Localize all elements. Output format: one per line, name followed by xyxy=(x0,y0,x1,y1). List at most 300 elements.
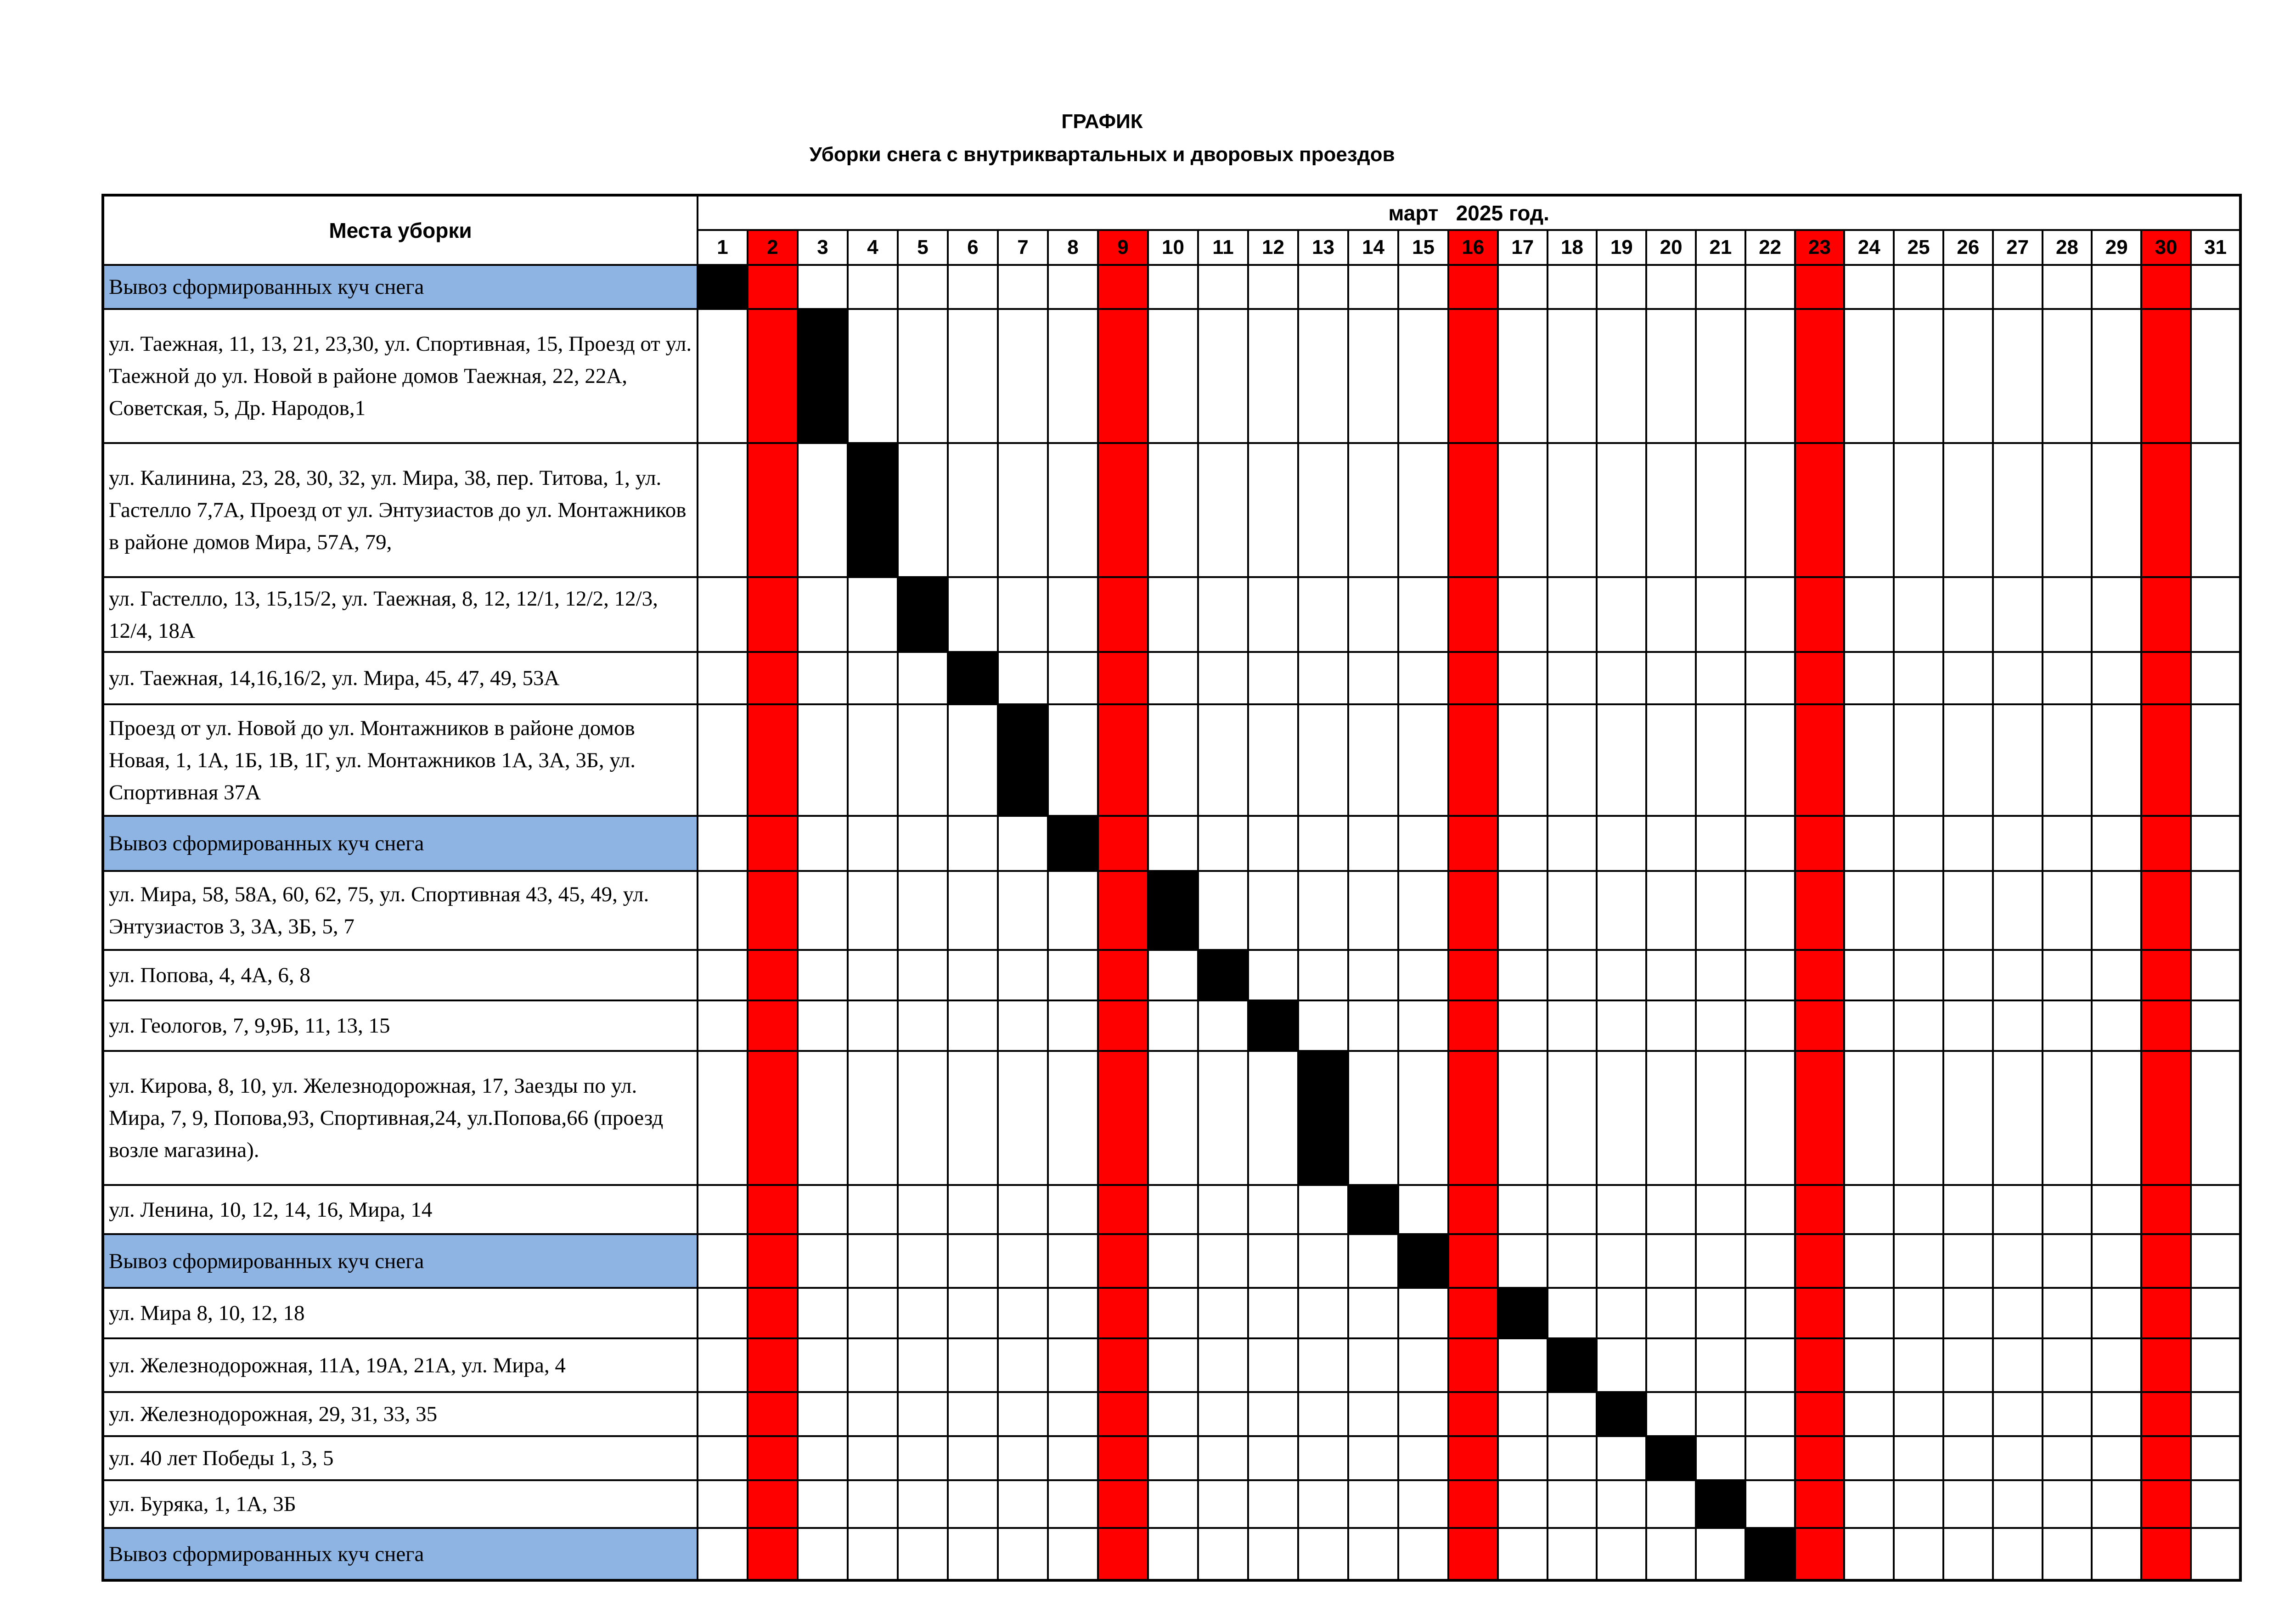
day-cell xyxy=(1198,704,1248,816)
sunday-cell xyxy=(748,1288,798,1338)
day-cell xyxy=(798,652,848,704)
day-cell xyxy=(1993,704,2043,816)
day-cell xyxy=(1348,1000,1398,1051)
day-cell xyxy=(2043,1480,2092,1528)
street-row xyxy=(103,1392,2240,1436)
day-cell xyxy=(1844,443,1894,577)
sunday-cell xyxy=(1795,816,1845,871)
day-cell xyxy=(798,1288,848,1338)
day-cell xyxy=(1348,265,1398,309)
day-cell xyxy=(2043,1000,2092,1051)
day-cell xyxy=(1844,309,1894,443)
removal-row xyxy=(103,816,2240,871)
day-cell xyxy=(1498,1051,1548,1185)
location-cell: Вывоз сформированных куч снега xyxy=(103,1528,698,1580)
street-row xyxy=(103,1185,2240,1234)
day-cell xyxy=(698,443,748,577)
day-cell xyxy=(1398,871,1448,950)
scheduled-day-cell xyxy=(1696,1480,1745,1528)
day-cell xyxy=(1696,652,1745,704)
day-cell xyxy=(1548,1185,1597,1234)
scheduled-day-cell xyxy=(1597,1392,1646,1436)
day-cell xyxy=(1993,1000,2043,1051)
day-cell xyxy=(1894,1528,1943,1580)
day-cell xyxy=(1844,265,1894,309)
day-cell xyxy=(848,1436,898,1480)
day-cell xyxy=(1993,443,2043,577)
day-cell xyxy=(1348,871,1398,950)
day-cell xyxy=(1745,1436,1795,1480)
sunday-cell xyxy=(2141,816,2191,871)
day-cell xyxy=(1398,1392,1448,1436)
day-cell xyxy=(698,1288,748,1338)
day-cell xyxy=(1646,443,1696,577)
scheduled-day-cell xyxy=(1398,1234,1448,1288)
day-header-25: 25 xyxy=(1894,230,1943,265)
day-cell xyxy=(1548,871,1597,950)
day-cell xyxy=(1993,950,2043,1000)
day-cell xyxy=(1498,816,1548,871)
day-cell xyxy=(1298,265,1348,309)
day-cell xyxy=(1696,1528,1745,1580)
day-header-28: 28 xyxy=(2043,230,2092,265)
day-cell xyxy=(1844,1051,1894,1185)
day-cell xyxy=(1398,1338,1448,1392)
day-cell xyxy=(2092,704,2141,816)
day-cell xyxy=(1646,1000,1696,1051)
day-cell xyxy=(1148,577,1198,652)
day-cell xyxy=(1646,1185,1696,1234)
sunday-cell xyxy=(748,1185,798,1234)
sunday-cell xyxy=(1098,577,1148,652)
sunday-cell xyxy=(1795,652,1845,704)
day-cell xyxy=(698,309,748,443)
sunday-cell xyxy=(1448,1288,1498,1338)
day-cell xyxy=(1548,1436,1597,1480)
day-cell xyxy=(1844,1436,1894,1480)
day-cell xyxy=(1198,1288,1248,1338)
day-cell xyxy=(1348,1480,1398,1528)
day-cell xyxy=(1597,1480,1646,1528)
day-cell xyxy=(848,1051,898,1185)
day-cell xyxy=(1745,577,1795,652)
sunday-cell xyxy=(2141,443,2191,577)
sunday-cell xyxy=(748,816,798,871)
day-cell xyxy=(1148,1000,1198,1051)
street-row xyxy=(103,1051,2240,1185)
sunday-cell xyxy=(1448,704,1498,816)
day-cell xyxy=(1646,1338,1696,1392)
day-cell xyxy=(1148,652,1198,704)
day-cell xyxy=(1248,1480,1298,1528)
sunday-cell xyxy=(1795,1234,1845,1288)
day-cell xyxy=(1696,704,1745,816)
day-cell xyxy=(848,1288,898,1338)
day-cell xyxy=(1844,950,1894,1000)
day-cell xyxy=(1943,1338,1993,1392)
day-cell xyxy=(1498,1392,1548,1436)
sunday-cell xyxy=(1448,950,1498,1000)
day-cell xyxy=(1498,652,1548,704)
day-cell xyxy=(1943,1234,1993,1288)
day-cell xyxy=(1943,652,1993,704)
day-cell xyxy=(1198,1338,1248,1392)
day-cell xyxy=(2092,1288,2141,1338)
day-header-1: 1 xyxy=(698,230,748,265)
sunday-cell xyxy=(748,871,798,950)
day-cell xyxy=(1198,1436,1248,1480)
day-cell xyxy=(1048,652,1098,704)
day-cell xyxy=(1696,265,1745,309)
day-cell xyxy=(998,1338,1048,1392)
day-cell xyxy=(1298,1338,1348,1392)
day-cell xyxy=(1148,1528,1198,1580)
day-cell xyxy=(2043,1528,2092,1580)
day-cell xyxy=(1993,265,2043,309)
day-cell xyxy=(998,950,1048,1000)
sunday-cell xyxy=(748,1392,798,1436)
day-cell xyxy=(1943,1480,1993,1528)
day-cell xyxy=(948,1185,998,1234)
day-cell xyxy=(1894,950,1943,1000)
day-cell xyxy=(1894,1051,1943,1185)
day-cell xyxy=(1398,443,1448,577)
day-cell xyxy=(2092,1000,2141,1051)
scheduled-day-cell xyxy=(698,265,748,309)
day-cell xyxy=(698,871,748,950)
day-cell xyxy=(698,1436,748,1480)
day-cell xyxy=(798,816,848,871)
day-cell xyxy=(698,1392,748,1436)
sunday-cell xyxy=(1448,1528,1498,1580)
day-cell xyxy=(2043,1288,2092,1338)
day-cell xyxy=(898,1000,948,1051)
day-cell xyxy=(1646,704,1696,816)
sunday-cell xyxy=(1448,1392,1498,1436)
sunday-cell xyxy=(1098,1051,1148,1185)
scheduled-day-cell xyxy=(1548,1338,1597,1392)
day-cell xyxy=(1597,1234,1646,1288)
day-cell xyxy=(1298,1480,1348,1528)
day-header-2: 2 xyxy=(748,230,798,265)
location-cell: ул. Железнодорожная, 29, 31, 33, 35 xyxy=(103,1392,698,1436)
day-cell xyxy=(848,1392,898,1436)
day-cell xyxy=(1148,1436,1198,1480)
day-cell xyxy=(1348,1051,1398,1185)
day-cell xyxy=(1348,577,1398,652)
scheduled-day-cell xyxy=(1048,816,1098,871)
day-cell xyxy=(1696,1288,1745,1338)
sunday-cell xyxy=(748,1000,798,1051)
day-cell xyxy=(1696,1234,1745,1288)
day-cell xyxy=(698,1185,748,1234)
scheduled-day-cell xyxy=(798,309,848,443)
location-cell: Вывоз сформированных куч снега xyxy=(103,1234,698,1288)
day-cell xyxy=(1398,309,1448,443)
day-cell xyxy=(798,443,848,577)
day-cell xyxy=(1993,1436,2043,1480)
sunday-cell xyxy=(1795,1528,1845,1580)
day-cell xyxy=(1348,1436,1398,1480)
day-cell xyxy=(1745,652,1795,704)
sunday-cell xyxy=(1098,1288,1148,1338)
sunday-cell xyxy=(1448,1000,1498,1051)
sunday-cell xyxy=(1098,704,1148,816)
day-cell xyxy=(1696,1185,1745,1234)
day-cell xyxy=(1844,1185,1894,1234)
day-cell xyxy=(2092,1234,2141,1288)
sunday-cell xyxy=(748,652,798,704)
day-cell xyxy=(1696,1000,1745,1051)
street-row xyxy=(103,1288,2240,1338)
day-cell xyxy=(1745,443,1795,577)
day-cell xyxy=(1148,950,1198,1000)
day-cell xyxy=(1844,1392,1894,1436)
day-cell xyxy=(948,950,998,1000)
day-cell xyxy=(1248,1528,1298,1580)
day-cell xyxy=(2191,871,2240,950)
day-cell xyxy=(1048,443,1098,577)
day-cell xyxy=(1696,1051,1745,1185)
day-cell xyxy=(848,652,898,704)
day-cell xyxy=(798,1392,848,1436)
day-cell xyxy=(1597,871,1646,950)
day-cell xyxy=(998,1288,1048,1338)
day-cell xyxy=(948,1392,998,1436)
sunday-cell xyxy=(1795,1185,1845,1234)
day-cell xyxy=(1696,816,1745,871)
sunday-cell xyxy=(748,1436,798,1480)
day-cell xyxy=(1198,265,1248,309)
day-cell xyxy=(2092,1528,2141,1580)
location-cell: ул. Железнодорожная, 11А, 19А, 21А, ул. Мира, 4 xyxy=(103,1338,698,1392)
removal-row xyxy=(103,1528,2240,1580)
day-cell xyxy=(948,1436,998,1480)
day-cell xyxy=(1198,1185,1248,1234)
location-cell: ул. Мира 8, 10, 12, 18 xyxy=(103,1288,698,1338)
day-cell xyxy=(1498,1185,1548,1234)
day-header-8: 8 xyxy=(1048,230,1098,265)
day-cell xyxy=(948,704,998,816)
sunday-cell xyxy=(1448,1051,1498,1185)
day-cell xyxy=(998,1000,1048,1051)
day-cell xyxy=(798,577,848,652)
day-cell xyxy=(1198,1392,1248,1436)
day-cell xyxy=(1198,871,1248,950)
day-cell xyxy=(1745,265,1795,309)
day-cell xyxy=(1348,704,1398,816)
location-cell: Вывоз сформированных куч снега xyxy=(103,265,698,309)
sunday-cell xyxy=(1448,1436,1498,1480)
day-cell xyxy=(2191,1000,2240,1051)
sunday-cell xyxy=(2141,1234,2191,1288)
day-cell xyxy=(898,1528,948,1580)
day-cell xyxy=(1548,443,1597,577)
day-cell xyxy=(1993,871,2043,950)
day-cell xyxy=(1548,1480,1597,1528)
sunday-cell xyxy=(1795,1000,1845,1051)
day-cell xyxy=(1298,704,1348,816)
day-cell xyxy=(1993,1234,2043,1288)
day-cell xyxy=(948,1528,998,1580)
scheduled-day-cell xyxy=(1348,1185,1398,1234)
day-cell xyxy=(898,1234,948,1288)
sunday-cell xyxy=(1098,1000,1148,1051)
sunday-cell xyxy=(2141,704,2191,816)
day-cell xyxy=(1646,1234,1696,1288)
day-cell xyxy=(1148,1051,1198,1185)
sunday-cell xyxy=(748,443,798,577)
day-cell xyxy=(2092,816,2141,871)
sunday-cell xyxy=(1448,577,1498,652)
day-cell xyxy=(1148,1480,1198,1528)
sunday-cell xyxy=(1098,1185,1148,1234)
day-cell xyxy=(1298,950,1348,1000)
sunday-cell xyxy=(1795,443,1845,577)
day-cell xyxy=(2191,1234,2240,1288)
day-cell xyxy=(898,871,948,950)
street-row xyxy=(103,1480,2240,1528)
day-cell xyxy=(898,1051,948,1185)
day-cell xyxy=(698,1480,748,1528)
day-cell xyxy=(1844,577,1894,652)
day-cell xyxy=(2191,309,2240,443)
day-cell xyxy=(2043,816,2092,871)
places-header: Места уборки xyxy=(103,195,698,265)
day-cell xyxy=(2092,1480,2141,1528)
day-cell xyxy=(848,265,898,309)
day-cell xyxy=(1745,816,1795,871)
day-cell xyxy=(2191,1338,2240,1392)
day-cell xyxy=(1248,1338,1298,1392)
day-cell xyxy=(1943,1051,1993,1185)
day-cell xyxy=(1248,652,1298,704)
day-cell xyxy=(1398,1528,1448,1580)
day-cell xyxy=(1498,1000,1548,1051)
day-cell xyxy=(1894,704,1943,816)
day-cell xyxy=(2191,265,2240,309)
day-cell xyxy=(1348,1338,1398,1392)
day-cell xyxy=(998,1185,1048,1234)
sunday-cell xyxy=(2141,1392,2191,1436)
scheduled-day-cell xyxy=(1745,1528,1795,1580)
day-cell xyxy=(1993,1288,2043,1338)
day-cell xyxy=(1745,871,1795,950)
location-cell: Вывоз сформированных куч снега xyxy=(103,816,698,871)
removal-row xyxy=(103,265,2240,309)
scheduled-day-cell xyxy=(1298,1051,1348,1185)
day-cell xyxy=(1298,871,1348,950)
sunday-cell xyxy=(2141,950,2191,1000)
day-cell xyxy=(1298,1528,1348,1580)
sunday-cell xyxy=(2141,1288,2191,1338)
day-cell xyxy=(1348,1288,1398,1338)
day-header-27: 27 xyxy=(1993,230,2043,265)
day-cell xyxy=(1943,1392,1993,1436)
location-cell: Проезд от ул. Новой до ул. Монтажников в районе домов Новая, 1, 1А, 1Б, 1В, 1Г, ул. Монтажников 1А, 3А, 3Б, ул. Спортивная 37А xyxy=(103,704,698,816)
day-cell xyxy=(998,652,1048,704)
day-cell xyxy=(698,704,748,816)
sunday-cell xyxy=(1448,1480,1498,1528)
day-cell xyxy=(998,265,1048,309)
location-cell: ул. Калинина, 23, 28, 30, 32, ул. Мира, 38, пер. Титова, 1, ул. Гастелло 7,7А, Проезд от ул. Энтузиастов до ул. Монтажников в районе домов Мира, 57А, 79, xyxy=(103,443,698,577)
day-cell xyxy=(1498,1234,1548,1288)
day-cell xyxy=(1894,871,1943,950)
day-cell xyxy=(2191,816,2240,871)
day-cell xyxy=(2043,309,2092,443)
day-cell xyxy=(1548,265,1597,309)
day-cell xyxy=(1248,265,1298,309)
day-cell xyxy=(698,1528,748,1580)
location-cell: ул. Гастелло, 13, 15,15/2, ул. Таежная, 8, 12, 12/1, 12/2, 12/3, 12/4, 18А xyxy=(103,577,698,652)
day-cell xyxy=(1048,1234,1098,1288)
day-cell xyxy=(1597,1338,1646,1392)
day-header-6: 6 xyxy=(948,230,998,265)
day-cell xyxy=(898,309,948,443)
day-cell xyxy=(798,1436,848,1480)
day-cell xyxy=(1646,950,1696,1000)
day-cell xyxy=(1993,1392,2043,1436)
day-cell xyxy=(848,309,898,443)
day-header-10: 10 xyxy=(1148,230,1198,265)
day-cell xyxy=(698,1000,748,1051)
sunday-cell xyxy=(2141,577,2191,652)
day-cell xyxy=(1745,1338,1795,1392)
sunday-cell xyxy=(748,950,798,1000)
day-header-14: 14 xyxy=(1348,230,1398,265)
day-cell xyxy=(1943,871,1993,950)
day-cell xyxy=(1894,1234,1943,1288)
day-cell xyxy=(898,1338,948,1392)
sunday-cell xyxy=(1448,1338,1498,1392)
day-cell xyxy=(1597,1288,1646,1338)
day-cell xyxy=(1696,871,1745,950)
day-header-24: 24 xyxy=(1844,230,1894,265)
day-cell xyxy=(1498,577,1548,652)
day-cell xyxy=(1894,652,1943,704)
day-cell xyxy=(698,950,748,1000)
day-cell xyxy=(2092,1185,2141,1234)
day-cell xyxy=(1745,1480,1795,1528)
day-cell xyxy=(1844,1338,1894,1392)
day-cell xyxy=(1696,1436,1745,1480)
day-cell xyxy=(1597,1436,1646,1480)
day-cell xyxy=(898,1480,948,1528)
day-cell xyxy=(2191,1051,2240,1185)
day-cell xyxy=(1745,704,1795,816)
day-cell xyxy=(1498,309,1548,443)
sunday-cell xyxy=(1448,871,1498,950)
day-cell xyxy=(2191,1288,2240,1338)
day-header-30: 30 xyxy=(2141,230,2191,265)
day-cell xyxy=(1048,704,1098,816)
day-cell xyxy=(1398,704,1448,816)
day-cell xyxy=(1844,871,1894,950)
day-cell xyxy=(2191,1392,2240,1436)
street-row xyxy=(103,1000,2240,1051)
day-cell xyxy=(1943,1528,1993,1580)
day-cell xyxy=(1248,871,1298,950)
day-header-4: 4 xyxy=(848,230,898,265)
day-cell xyxy=(1398,1436,1448,1480)
day-header-29: 29 xyxy=(2092,230,2141,265)
day-cell xyxy=(1646,1051,1696,1185)
sunday-cell xyxy=(748,1528,798,1580)
day-cell xyxy=(1597,816,1646,871)
day-cell xyxy=(1498,871,1548,950)
day-cell xyxy=(998,1480,1048,1528)
day-cell xyxy=(898,1392,948,1436)
